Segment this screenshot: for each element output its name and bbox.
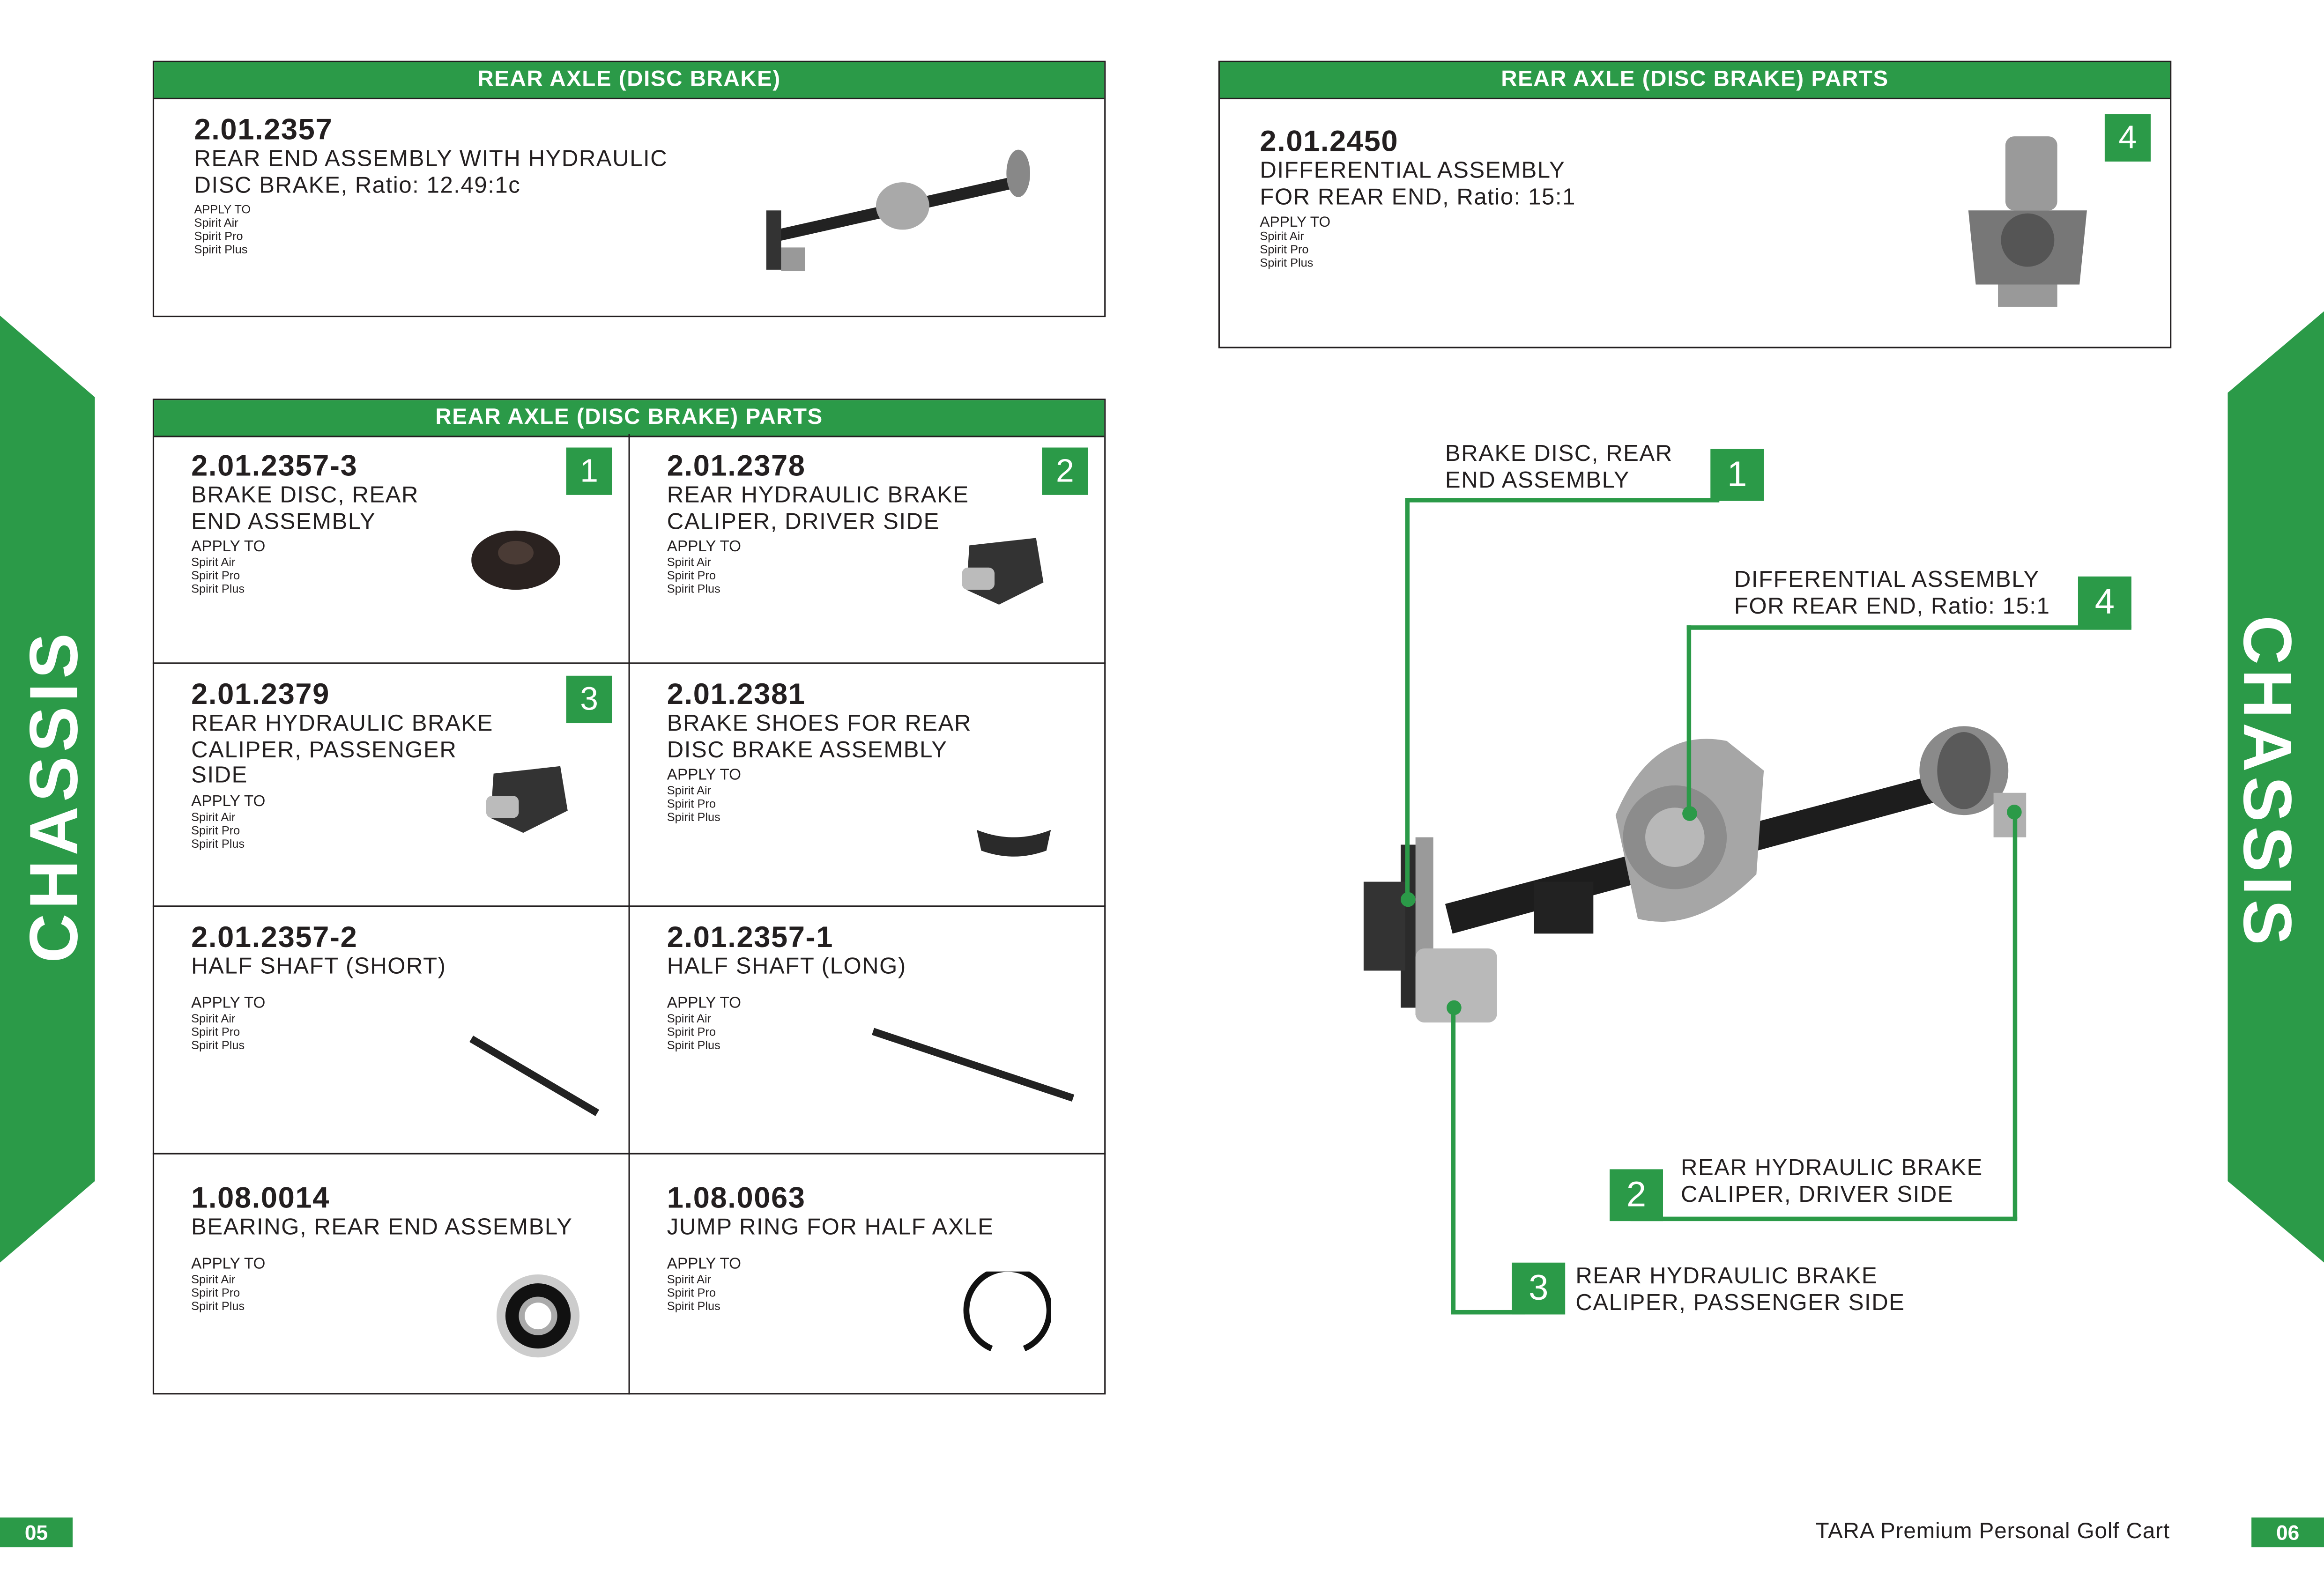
model-name: Spirit Pro [1260,243,1309,257]
model-name: Spirit Plus [667,1299,720,1312]
page-number-left: 05 [0,1518,73,1547]
callout-number: 1 [566,448,612,495]
apply-to-label: APPLY TO [191,993,266,1012]
shaft-long-image [866,1024,1081,1105]
callout-dot [1447,1000,1462,1015]
callout-label: REAR HYDRAULIC BRAKE CALIPER, DRIVER SIDE [1680,1155,1983,1207]
model-name: Spirit Air [667,784,712,798]
part-description: DISC BRAKE ASSEMBLY [667,737,948,763]
part-cell [629,662,1106,907]
part-code: 2.01.2357-1 [667,922,834,955]
apply-to-label: APPLY TO [191,538,266,556]
model-name: Spirit Pro [191,1024,240,1038]
apply-to-label: APPLY TO [194,203,251,216]
page-number-right: 06 [2251,1518,2324,1547]
part-description: DISC BRAKE, Ratio: 12.49:1c [194,172,521,198]
callout-number: 2 [1610,1169,1663,1221]
part-description: REAR HYDRAULIC BRAKE [667,483,969,509]
rear-axle-image [754,144,1051,292]
callout-dot [2007,805,2022,820]
model-name: Spirit Air [191,810,236,823]
part-code: 1.08.0063 [667,1182,806,1215]
differential-image [1953,129,2101,314]
callout-number: 4 [2078,577,2131,629]
part-code: 2.01.2450 [1260,126,1399,159]
shaft-short-image [464,1031,605,1120]
part-description: END ASSEMBLY [191,509,376,534]
apply-to-label: APPLY TO [191,792,266,810]
model-name: Spirit Air [191,555,236,569]
part-description: FOR REAR END, Ratio: 15:1 [1260,184,1576,210]
part-description: BRAKE DISC, REAR [191,483,419,509]
callout-line [1405,498,1719,502]
part-description: REAR END ASSEMBLY WITH HYDRAULIC [194,147,668,172]
part-description: HALF SHAFT (SHORT) [191,954,446,980]
apply-to-label: APPLY TO [1260,215,1331,231]
model-name: Spirit Air [667,1011,712,1025]
panel-header: REAR AXLE (DISC BRAKE) PARTS [1220,62,2170,99]
side-tab-right-label: CHASSIS [2229,615,2307,950]
part-code: 2.01.2357-2 [191,922,358,955]
part-description: BRAKE SHOES FOR REAR [667,711,972,737]
model-name: Spirit Plus [191,1299,245,1312]
model-name: Spirit Pro [667,797,716,811]
brake-shoe-image [969,818,1058,863]
panel-header: REAR AXLE (DISC BRAKE) [154,62,1104,99]
callout-label: REAR HYDRAULIC BRAKE CALIPER, PASSENGER SIDE [1575,1264,1905,1316]
part-description: REAR HYDRAULIC BRAKE [191,711,493,737]
callout-line [1687,625,1691,814]
model-name: Spirit Plus [191,837,245,850]
callout-number: 3 [566,676,612,723]
model-name: Spirit Plus [667,582,720,596]
model-name: Spirit Pro [194,230,243,243]
model-name: Spirit Pro [667,1285,716,1299]
model-name: Spirit Plus [667,810,720,824]
differential-panel [1218,61,2171,348]
part-description: CALIPER, PASSENGER [191,737,457,763]
part-description: HALF SHAFT (LONG) [667,954,906,980]
apply-to-label: APPLY TO [191,1254,266,1273]
snap-ring-image [962,1272,1051,1361]
part-description: BEARING, REAR END ASSEMBLY [191,1215,573,1241]
part-cell [153,662,630,907]
model-name: Spirit Pro [191,823,240,837]
model-name: Spirit Air [1260,230,1304,243]
model-name: Spirit Air [191,1272,236,1286]
footer-title: TARA Premium Personal Golf Cart [1815,1519,2170,1544]
part-code: 2.01.2381 [667,679,806,711]
model-name: Spirit Air [667,555,712,569]
panel-header: REAR AXLE (DISC BRAKE) PARTS [154,400,1104,437]
callout-line [1630,1217,2017,1221]
part-cell [629,1153,1106,1395]
model-name: Spirit Plus [191,1038,245,1051]
part-code: 2.01.2357-3 [191,450,358,483]
apply-to-label: APPLY TO [667,1254,742,1273]
callout-label: BRAKE DISC, REAR END ASSEMBLY [1445,441,1673,493]
callout-line [2013,812,2017,1220]
apply-to-label: APPLY TO [667,993,742,1012]
part-cell [153,905,630,1155]
callout-number: 2 [1042,448,1088,495]
part-code: 2.01.2357 [194,114,333,147]
callout-label: DIFFERENTIAL ASSEMBLY FOR REAR END, Ratio: 15:1 [1734,567,2050,619]
part-description: CALIPER, DRIVER SIDE [667,509,940,534]
side-tab-left-label: CHASSIS [15,629,92,963]
model-name: Spirit Plus [1260,256,1314,270]
part-code: 2.01.2378 [667,450,806,483]
callout-line [1687,625,2131,629]
part-description: JUMP RING FOR HALF AXLE [667,1215,994,1241]
brake-disc-image [471,523,560,597]
caliper-image [955,531,1051,612]
part-description: SIDE [191,763,248,789]
model-name: Spirit Pro [667,1024,716,1038]
model-name: Spirit Air [194,216,238,230]
apply-to-label: APPLY TO [667,538,742,556]
model-name: Spirit Air [667,1272,712,1286]
callout-line [1405,498,1409,899]
part-cell [153,1153,630,1395]
callout-dot [1682,806,1697,821]
callout-number: 3 [1512,1263,1565,1315]
callout-number: 1 [1710,449,1764,501]
bearing-image [494,1272,583,1361]
part-code: 2.01.2379 [191,679,330,711]
callout-dot [1401,892,1416,907]
model-name: Spirit Plus [667,1038,720,1051]
model-name: Spirit Pro [667,569,716,583]
callout-number: 4 [2105,114,2151,162]
rear-axle-assembly-panel [153,61,1106,317]
callout-line [1451,1008,1455,1313]
model-name: Spirit Pro [191,1285,240,1299]
part-cell [629,434,1106,664]
model-name: Spirit Plus [191,582,245,596]
part-code: 1.08.0014 [191,1182,330,1215]
apply-to-label: APPLY TO [667,766,742,784]
model-name: Spirit Pro [191,569,240,583]
model-name: Spirit Plus [194,243,248,257]
part-cell [153,434,630,664]
rear-axle-diagram-image [1356,711,2053,1037]
part-description: DIFFERENTIAL ASSEMBLY [1260,158,1566,184]
model-name: Spirit Air [191,1011,236,1025]
part-cell [629,905,1106,1155]
caliper-image [479,759,575,840]
